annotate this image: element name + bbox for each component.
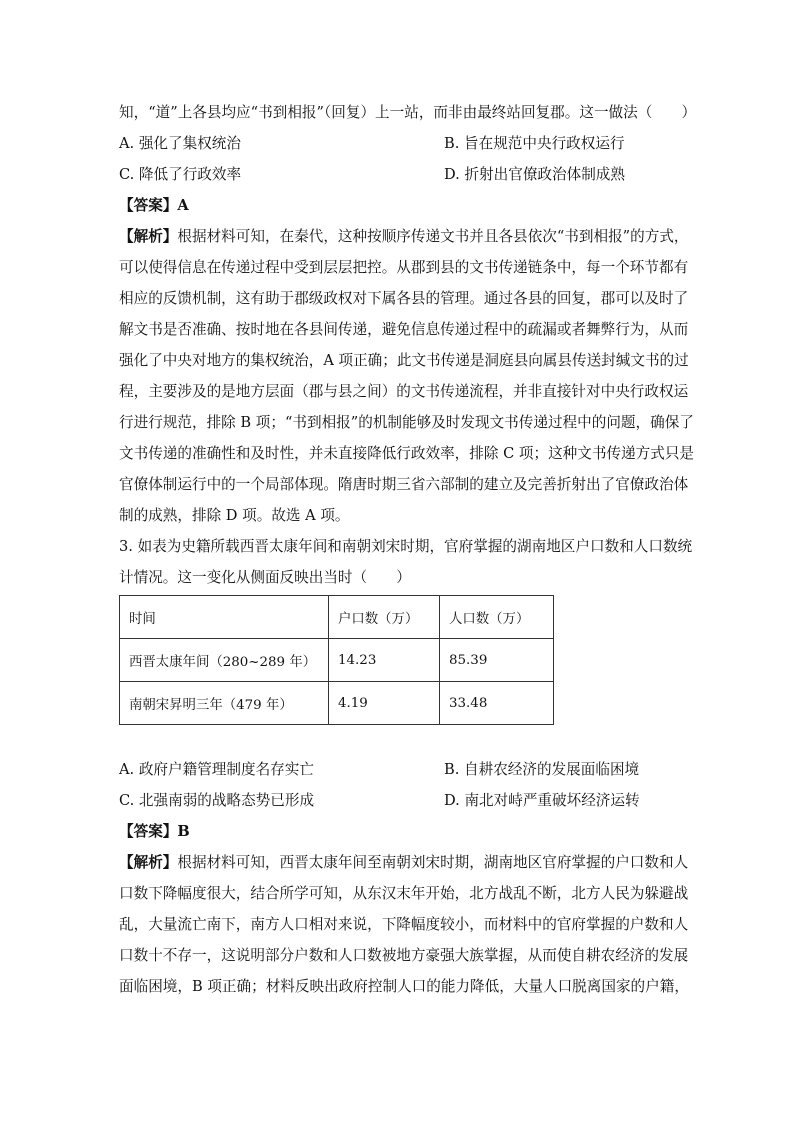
q2-option-a: A. 强化了集权统治 xyxy=(119,135,241,152)
table-row xyxy=(120,682,554,725)
q2-analysis-label: 【解析】 xyxy=(119,228,178,245)
table-cell: 南朝宋昇明三年（479 年） xyxy=(120,682,329,725)
q2-answer: 【答案】A xyxy=(119,197,189,214)
q2-analysis-line-4: 解文书是否准确、按时地在各县间传递，避免信息传递过程中的疏漏或者舞弊行为，从而 xyxy=(119,321,689,338)
q3-analysis-label: 【解析】 xyxy=(119,854,178,871)
q2-analysis-line-6: 程，主要涉及的是地方层面（郡与县之间）的文书传递流程，并非直接针对中央行政权运 xyxy=(119,383,689,400)
table-cell: 14.23 xyxy=(329,639,440,682)
q3-analysis-text: 根据材料可知，西晋太康年间至南朝刘宋时期，湖南地区官府掌握的户口数和人 xyxy=(177,854,689,871)
table-cell: 西晋太康年间（280~289 年） xyxy=(120,639,329,682)
q2-analysis-text: 根据材料可知，在秦代，这种按顺序传递文书并且各县依次“书到相报”的方式， xyxy=(177,228,689,245)
q2-analysis-line-9: 官僚体制运行中的一个局部体现。隋唐时期三省六部制的建立及完善折射出了官僚政治体 xyxy=(119,476,689,493)
q3-option-d: D. 南北对峙严重破坏经济运转 xyxy=(444,792,640,809)
q2-stem-end: 知，“道”上各县均应“书到相报”（回复）上一站，而非由最终站回复郡。这一做法（ ） xyxy=(119,104,697,121)
q3-analysis-line-4: 口数十不存一，这说明部分户数和人口数被地方豪强大族掌握，从而使自耕农经济的发展 xyxy=(119,947,689,964)
table-cell: 33.48 xyxy=(440,682,554,725)
q3-stem-line-1: 3. 如表为史籍所载西晋太康年间和南朝刘宋时期，官府掌握的湖南地区户口数和人口数统 xyxy=(119,538,693,555)
q3-option-b: B. 自耕农经济的发展面临困境 xyxy=(444,761,640,778)
q2-analysis-line-10: 制的成熟，排除 D 项。故选 A 项。 xyxy=(119,507,350,524)
q3-analysis-line-5: 面临困境，B 项正确；材料反映出政府控制人口的能力降低，大量人口脱离国家的户籍， xyxy=(119,978,689,995)
q3-analysis-line-2: 口数下降幅度很大，结合所学可知，从东汉末年开始，北方战乱不断，北方人民为躲避战 xyxy=(119,885,689,902)
q3-analysis-line-1 xyxy=(119,853,688,873)
table-header-row xyxy=(120,596,554,639)
table-header-time: 时间 xyxy=(120,596,329,639)
table-header-population: 人口数（万） xyxy=(440,596,554,639)
q2-analysis-line-8: 文书传递的准确性和及时性，并未直接降低行政效率，排除 C 项；这种文书传递方式只是 xyxy=(119,445,695,462)
q2-option-c: C. 降低了行政效率 xyxy=(119,166,242,183)
table-row xyxy=(120,639,554,682)
q2-option-d: D. 折射出官僚政治体制成熟 xyxy=(444,166,625,183)
q3-stem-line-2: 计情况。这一变化从侧面反映出当时（ ） xyxy=(119,569,411,586)
q2-analysis-line-1 xyxy=(119,227,689,247)
q3-option-a: A. 政府户籍管理制度名存实亡 xyxy=(119,761,314,778)
table-cell: 4.19 xyxy=(329,682,440,725)
q2-option-b: B. 旨在规范中央行政权运行 xyxy=(444,135,625,152)
q3-data-table xyxy=(119,595,554,725)
q3-analysis-line-3: 乱，大量流亡南下，南方人口相对来说，下降幅度较小，而材料中的官府掌握的户数和人 xyxy=(119,916,689,933)
table-cell: 85.39 xyxy=(440,639,554,682)
q2-analysis-line-7: 行进行规范，排除 B 项；“书到相报”的机制能够及时发现文书传递过程中的问题，确保了 xyxy=(119,414,694,431)
q2-analysis-line-3: 相应的反馈机制，这有助于郡级政权对下属各县的管理。通过各县的回复，郡可以及时了 xyxy=(119,290,689,307)
table-header-households: 户口数（万） xyxy=(329,596,440,639)
q2-analysis-line-5: 强化了中央对地方的集权统治，A 项正确；此文书传递是洞庭县向属县传送封缄文书的过 xyxy=(119,352,689,369)
q3-option-c: C. 北强南弱的战略态势已形成 xyxy=(119,792,315,809)
q2-analysis-line-2: 可以使得信息在传递过程中受到层层把控。从郡到县的文书传递链条中，每一个环节都有 xyxy=(119,259,689,276)
q3-answer: 【答案】B xyxy=(119,823,190,840)
